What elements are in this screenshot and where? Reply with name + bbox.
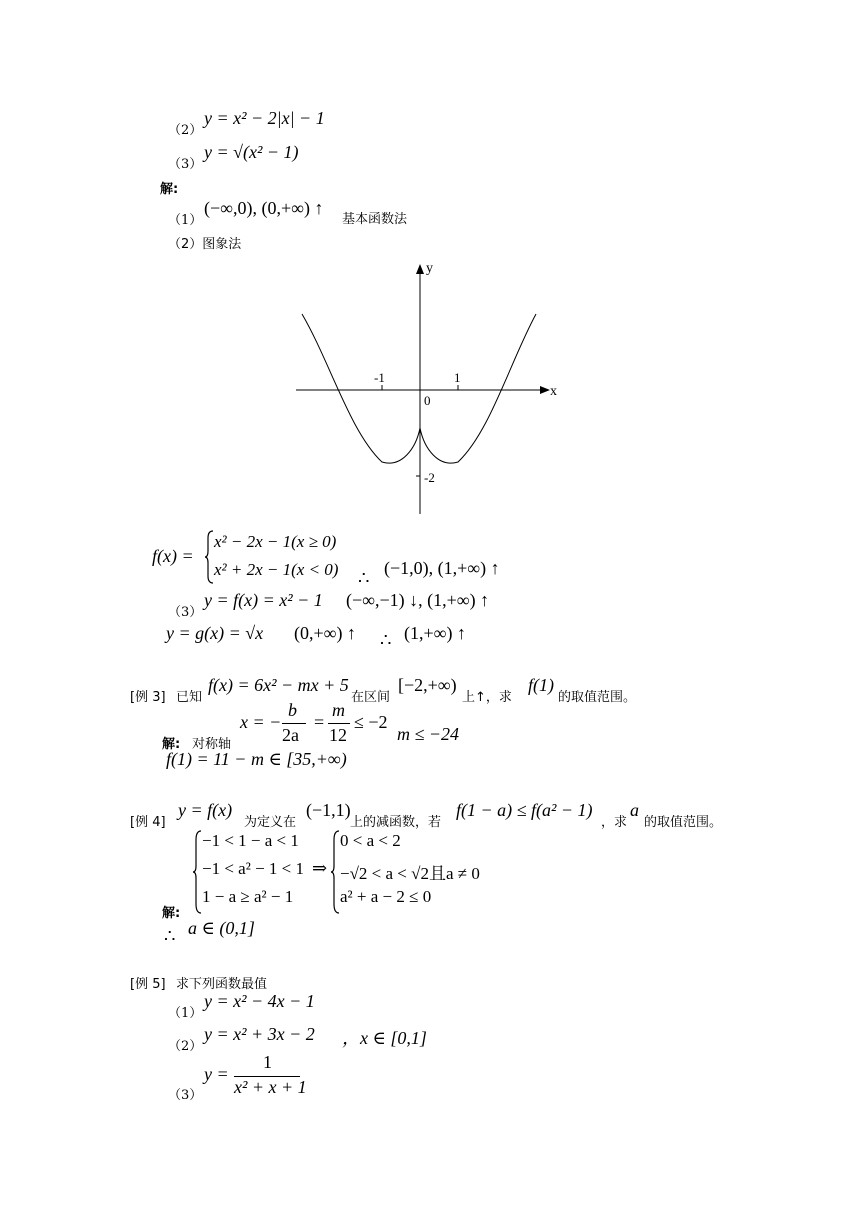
system-left-line-2: −1 < a² − 1 < 1 (202, 859, 304, 878)
function-graph (290, 252, 580, 522)
system-right-line-1: 0 < a < 2 (340, 831, 401, 850)
axis-of-symmetry-label: 对称轴 (192, 737, 232, 752)
example-5-equation-3-lhs: y = (204, 1064, 229, 1084)
solution-label: 解: (160, 182, 179, 197)
axis-eq-lhs: x = − (240, 712, 282, 732)
example-4-inequality: f(1 − a) ≤ f(a² − 1) (456, 800, 593, 820)
solution-1-intervals: (−∞,0), (0,+∞) ↑ (204, 198, 324, 218)
example-4-text-1: 为定义在 (244, 815, 297, 830)
example-3-interval: [−2,+∞) (398, 675, 457, 695)
frac-m: m (332, 700, 345, 720)
example-4-text-4: 的取值范围。 (644, 815, 723, 830)
frac-b: b (288, 700, 297, 720)
gx-interval: (0,+∞) ↑ (294, 623, 356, 643)
item-3-number: （3） (168, 157, 203, 172)
fraction-bar-2 (328, 723, 350, 724)
solution-3-result: (−∞,−1) ↓, (1,+∞) ↑ (346, 590, 490, 610)
fx-monotonic-result: (−1,0), (1,+∞) ↑ (384, 558, 500, 578)
f1-result: f(1) = 11 − m ∈ [35,+∞) (166, 749, 347, 769)
example-4-solution-label: 解: (162, 906, 181, 921)
solution-2-label: （2）图象法 (168, 237, 242, 252)
tick-label-pos1: 1 (454, 370, 461, 385)
tick-label-neg2: -2 (424, 470, 435, 485)
solution-1-method: 基本函数法 (342, 212, 408, 227)
example-4-result: a ∈ (0,1] (188, 918, 255, 938)
example-5-tag: [例 5] (130, 977, 166, 992)
system-left-line-1: −1 < 1 − a < 1 (202, 831, 299, 850)
example-3-text-4: 的取值范围。 (558, 690, 637, 705)
example-4-y-fx: y = f(x) (178, 800, 233, 820)
fx-lhs: f(x) = (152, 546, 194, 566)
axis-eq-equals: = (314, 712, 325, 732)
x-axis-label: x (550, 384, 557, 399)
example-4-text-2: 上的减函数，若 (350, 815, 442, 830)
example-5-item-2-number: （2） (168, 1039, 203, 1054)
example-3-tag: [例 3] (130, 690, 166, 705)
solution-3-number: （3） (168, 605, 203, 620)
x-axis-arrow (540, 386, 550, 394)
gx-result: (1,+∞) ↑ (404, 623, 466, 643)
example-4-therefore: ∴ (164, 926, 176, 946)
therefore-symbol: ∴ (358, 568, 370, 588)
system-left-line-3: 1 − a ≥ a² − 1 (202, 887, 294, 906)
implies-arrow: ⇒ (312, 858, 328, 878)
example-4-a: a (630, 800, 639, 820)
left-brace-icon (204, 530, 214, 584)
example-5-equation-3-denominator: x² + x + 1 (234, 1077, 307, 1097)
example-3-text-1: 已知 (176, 690, 203, 705)
equation-item-2: y = x² − 2|x| − 1 (204, 108, 325, 128)
left-brace-icon-2 (192, 830, 202, 914)
example-5-equation-3-numerator: 1 (263, 1052, 272, 1072)
example-3-function: f(x) = 6x² − mx + 5 (208, 675, 349, 695)
solution-3-equation: y = f(x) = x² − 1 (204, 590, 323, 610)
example-3-solution-label: 解: (162, 737, 181, 752)
example-4-tag: [例 4] (130, 815, 166, 830)
y-axis-label: y (426, 261, 433, 276)
example-4-interval: (−1,1) (306, 800, 351, 820)
y-axis-arrow (416, 264, 424, 274)
example-5-item-3-number: （3） (168, 1088, 203, 1103)
left-brace-icon-3 (330, 830, 340, 914)
system-right-line-2: −√2 < a < √2且a ≠ 0 (340, 864, 480, 883)
example-3-text-3: 上↑，求 (462, 690, 512, 705)
item-2-number: （2） (168, 123, 203, 138)
gx-equation: y = g(x) = √x (166, 623, 264, 643)
tick-label-neg1: -1 (374, 370, 385, 385)
example-5-equation-2: y = x² + 3x − 2 (204, 1024, 315, 1044)
curve (302, 314, 536, 463)
axis-eq-le: ≤ −2 (354, 712, 388, 732)
fraction-bar-1 (282, 723, 306, 724)
example-5-equation-1: y = x² − 4x − 1 (204, 991, 315, 1011)
m-result: m ≤ −24 (397, 724, 460, 744)
example-3-text-2: 在区间 (351, 690, 391, 705)
frac-2a: 2a (282, 725, 299, 745)
example-5-equation-2-condition: ，x ∈ [0,1] (342, 1028, 427, 1048)
fx-case-2: x² + 2x − 1(x < 0) (214, 560, 339, 579)
example-4-text-3: ，求 (601, 815, 628, 830)
origin-label: 0 (424, 393, 431, 408)
solution-1-number: （1） (168, 213, 203, 228)
system-right-line-3: a² + a − 2 ≤ 0 (340, 887, 432, 906)
therefore-symbol-2: ∴ (380, 630, 392, 650)
frac-12: 12 (329, 725, 347, 745)
equation-item-3: y = √(x² − 1) (204, 142, 299, 162)
example-5-title: 求下列函数最值 (176, 977, 268, 992)
example-3-f1: f(1) (528, 675, 554, 695)
example-5-item-1-number: （1） (168, 1006, 203, 1021)
fx-case-1: x² − 2x − 1(x ≥ 0) (214, 532, 337, 551)
